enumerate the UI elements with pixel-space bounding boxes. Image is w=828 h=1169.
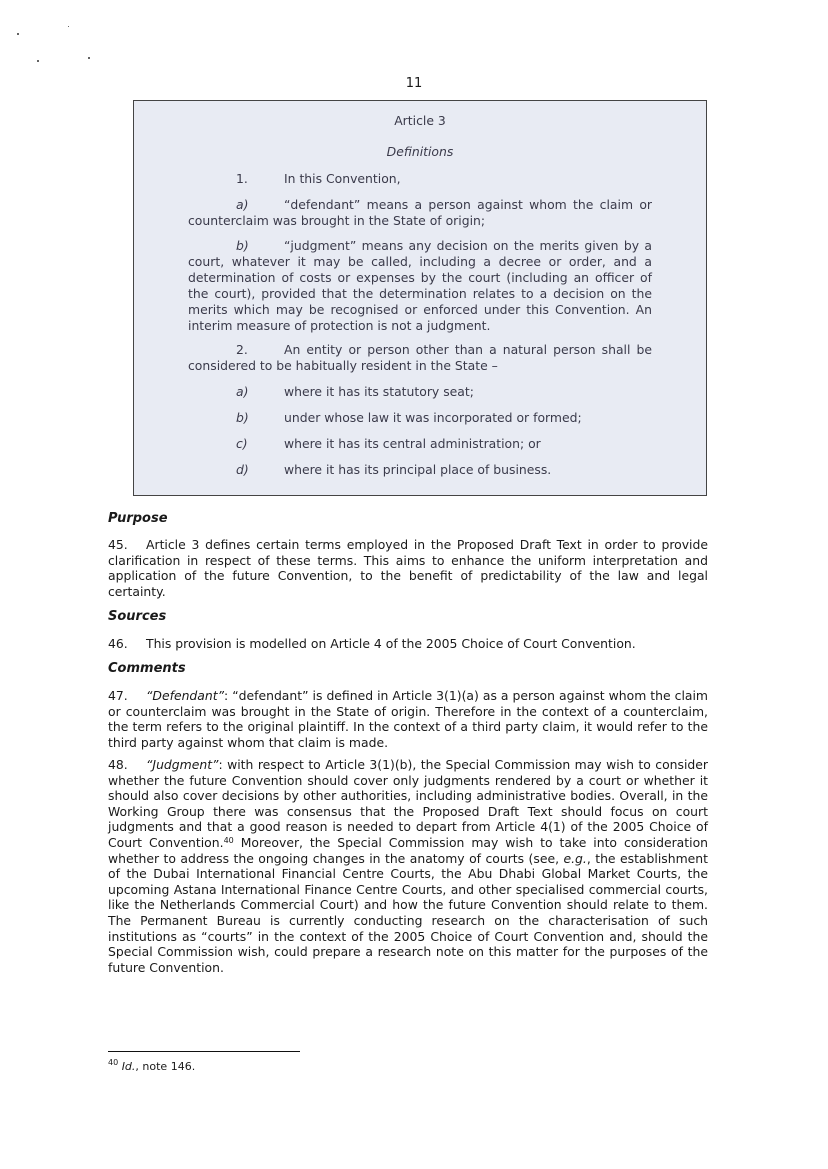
paragraph-number: 2. (236, 342, 248, 357)
item-label: b) (236, 238, 249, 253)
definition-b-text: “judgment” means any decision on the merits given by a court, whatever it may be called, including a decree or order, and a determination of costs or expenses by the court (including an officer of the court), provided that the determination relates to a decision on the merits which may be recognised or enforced under this Convention. An interim measure of protection is not a judgment. (188, 238, 652, 333)
paragraph-text: This provision is modelled on Article 4 of the 2005 Choice of Court Convention. (146, 636, 636, 651)
comments-heading: Comments (108, 661, 186, 676)
item-label: a) (236, 197, 249, 212)
paragraph-47 (108, 688, 708, 750)
footnote-reference[interactable]: 40 (223, 835, 234, 845)
paragraph-number: 47. (108, 688, 128, 703)
residence-item-d (188, 462, 652, 478)
paragraph-48 (108, 757, 708, 975)
paragraph-45 (108, 537, 708, 599)
residence-item-b (188, 410, 652, 426)
paragraph-text: : “defendant” is defined in Article 3(1)(a) as a person against whom the claim or counterclaim was brought in the State of origin. Therefore in the context of a counterclaim, the term refers to the original plaintiff. In the context of a third party claim, it would refer to the third party against whom that claim is made. (108, 688, 708, 750)
defined-term: “Judgment” (146, 757, 219, 772)
definition-a-text: “defendant” means a person against whom the claim or counterclaim was brought in the State of origin; (188, 197, 652, 228)
paragraph-number: 46. (108, 636, 128, 651)
item-text: where it has its central administration; or (284, 436, 541, 451)
paragraph-text: An entity or person other than a natural person shall be considered to be habitually resident in the State – (188, 342, 652, 373)
paragraph-number: 48. (108, 757, 128, 772)
paragraph-number: 45. (108, 537, 128, 552)
article-subtitle: Definitions (386, 144, 454, 159)
item-text: where it has its principal place of business. (284, 462, 552, 477)
item-label: b) (236, 410, 249, 425)
residence-item-c (188, 436, 652, 452)
item-text: where it has its statutory seat; (284, 384, 474, 399)
footnote-id: Id. (121, 1060, 136, 1073)
page-number: 11 (405, 76, 423, 91)
scan-speck (37, 60, 39, 62)
definition-a (188, 197, 652, 229)
article-paragraph-2 (188, 342, 652, 374)
sources-heading: Sources (108, 609, 167, 624)
paragraph-text: In this Convention, (284, 171, 401, 186)
article-title: Article 3 (394, 113, 446, 128)
abbreviation: e.g. (563, 850, 587, 866)
scan-speck (88, 57, 90, 59)
defined-term: “Defendant” (146, 688, 225, 703)
scan-speck (68, 26, 69, 27)
paragraph-text: , the establishment of the Dubai International Financial Centre Courts, the Abu Dhabi Global Market Courts, the upcoming Astana International Finance Centre Courts, and other specialised commercial courts, like the Netherlands Commercial Court) and how the future Convention should relate to them. The Permanent Bureau is currently conducting research on the characterisation of such institutions as “courts” in the context of the 2005 Choice of Court Convention and, should the Special Commission wish, could prepare a research note on this matter for the purposes of the future Convention. (108, 850, 708, 975)
footnote-40 (108, 1060, 195, 1073)
residence-item-a (188, 384, 652, 400)
footnote-text: , note 146. (135, 1060, 196, 1073)
footnote-divider (108, 1051, 300, 1052)
paragraph-text: : with respect to Article 3(1)(b), the Special Commission may wish to consider whether the future Convention should cover only judgments rendered by a court or whether it should also cover decisions by other authorities, including administrative bodies. Overall, in the Working Group there was consensus that the Proposed Draft Text should focus on court judgments and that a good reason is needed to depart from Article 4(1) of the 2005 Choice of Court Convention. (108, 757, 708, 850)
paragraph-text: Article 3 defines certain terms employed in the Proposed Draft Text in order to provide clarification in respect of these terms. This aims to enhance the uniform interpretation and application of the future Convention, to the benefit of predictability of the law and legal certainty. (108, 537, 708, 599)
purpose-heading: Purpose (108, 511, 168, 526)
item-label: a) (236, 384, 249, 399)
paragraph-text: Moreover, the Special Commission may wish to take into consideration whether to address the ongoing changes in the anatomy of courts (see, (108, 834, 709, 866)
scan-speck (17, 33, 19, 35)
article-paragraph-1 (188, 171, 652, 187)
item-label: d) (236, 462, 249, 477)
article-box (133, 100, 707, 496)
item-label: c) (236, 436, 248, 451)
definition-b (188, 238, 652, 334)
item-text: under whose law it was incorporated or formed; (284, 410, 582, 425)
paragraph-46 (108, 636, 708, 652)
footnote-number: 40 (108, 1058, 119, 1067)
paragraph-number: 1. (236, 171, 248, 186)
